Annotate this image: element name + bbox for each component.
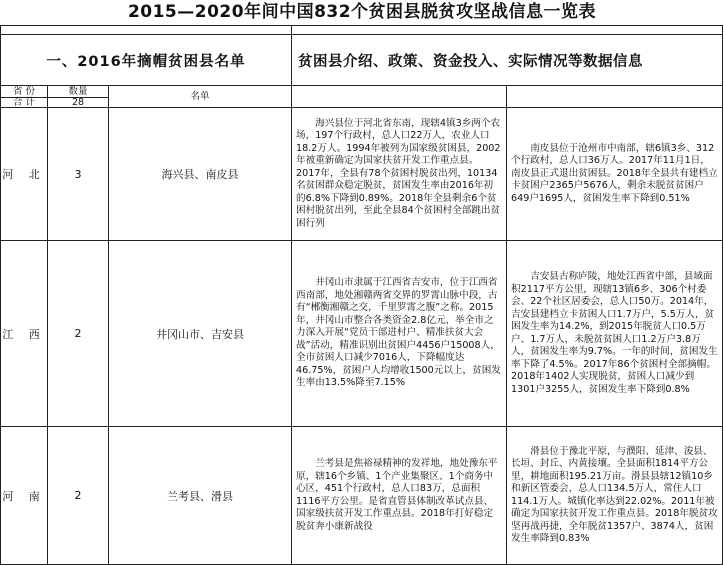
table-row — [1, 427, 723, 565]
county-info-text: 兰考县是焦裕禄精神的发祥地，地处豫东平原，辖16个乡镇、1个产业集聚区、1个商务中心区，451个行政村，总人口83万，总面积1116平方公里。是省直管县体制改革试点县、国家级扶贫开发工作重点县。2018年打好稳定脱贫奔小康新战役 — [296, 458, 498, 532]
county-info-text: 吉安县古称庐陵，地处江西省中部，县域面积2117平方公里，现辖13镇6乡、306个村委会、22个社区居委会，总人口50万。2014年，吉安县建档立卡贫困人口1.7万户，5.5万人，贫困发生率为14.2%，到2015年脱贫人口0.5万户、1.7万人，未脱贫贫困人口1.2万户3.8万人，贫困发生率为9.7%。一年的时间，贫困发生率下降了4.5%。2017年86个贫困村全部摘帽。2018年1402人实现脱贫，贫困人口减少到1301户3255人，贫困发生率下降到0.8% — [511, 271, 718, 395]
county-names-cell: 海兴县、南皮县 — [109, 108, 292, 241]
total-label: 合 计 — [1, 98, 48, 108]
count-cell: 2 — [48, 427, 109, 565]
county-info-text: 海兴县位于河北省东南，现辖4镇3乡两个农场，197个行政村，总人口22万人，农业人口18.2万人。1994年被列为国家级贫困县，2002年被重新确定为国家扶贫开发工作重点县。2017年，全县有78个贫困村脱贫出列，10134名贫困群众稳定脱贫，贫困发生率由2016年初的6.8%下降到0.89%。2018年全县剩余6个贫困村脱贫出列，至此全县84个贫困村全部跳出贫困行列 — [296, 117, 501, 229]
county-info-b — [507, 108, 723, 241]
section-title-left: 一、2016年摘帽贫困县名单 — [1, 35, 292, 86]
county-info-text: 滑县位于豫北平原，与濮阳、延津、浚县、长垣、封丘、内黄接壤。全县面积1814平方公里，耕地面积195.21万亩。滑县县辖12镇10乡和新区管委会，总人口134.5万人，常住人口114.1万人。城镇化率达到22.02%。2011年被确定为国家扶贫开发工作重点县。2018年脱贫攻坚再战再捷，全年脱贫1357户、3874人，贫困发生率降到0.83% — [511, 445, 718, 544]
info-table — [0, 25, 723, 565]
table-row — [1, 108, 723, 241]
province-cell: 河 北 — [1, 108, 48, 241]
county-names-cell: 兰考县、滑县 — [109, 427, 292, 565]
count-cell: 3 — [48, 108, 109, 241]
page-title: 2015—2020年间中国832个贫困县脱贫攻坚战信息一览表 — [127, 2, 597, 22]
county-info-b — [507, 241, 723, 427]
section-header-row — [1, 35, 723, 86]
county-info-b — [507, 427, 723, 565]
county-info-text: 井冈山市隶属于江西省吉安市，位于江西省西南部，地处湘赣两省交界的罗霄山脉中段，古有“郴衡湘赣之交，千里罗霄之腹”之称。2015年，井冈山市整合各类资金2.8亿元，举全市之力深入开展“党员干部进村户、精准扶贫大会战”活动，精准识别出贫困户4456户15008人，全市贫困人口减少7016人，下降幅度达46.75%，贫困户人均增收1500元以上，贫困发生率由13.5%降至7.15% — [296, 277, 501, 389]
header-province: 省 份 — [1, 86, 48, 98]
county-info-a — [292, 427, 507, 565]
total-value: 28 — [48, 98, 109, 108]
table-row — [1, 241, 723, 427]
county-info-a — [292, 241, 507, 427]
province-cell: 河 南 — [1, 427, 48, 565]
column-header-row — [1, 86, 723, 98]
count-cell: 2 — [48, 241, 109, 427]
header-names: 名单 — [109, 86, 292, 108]
section-title-right: 贫困县介绍、政策、资金投入、实际情况等数据信息 — [292, 35, 723, 86]
county-info-text: 南皮县位于沧州市中南部，辖6镇3乡、312个行政村，总人口36万人。2017年11月1日，南皮县正式退出贫困县。2018年全县共有建档立卡贫困户2365户5676人，剩余未脱贫贫困户649户1695人，贫困发生率下降到0.51% — [511, 142, 718, 204]
province-cell: 江 西 — [1, 241, 48, 427]
header-count: 数量 — [48, 86, 109, 98]
county-info-a — [292, 108, 507, 241]
blank-row — [1, 26, 723, 35]
county-names-cell: 井冈山市、吉安县 — [109, 241, 292, 427]
